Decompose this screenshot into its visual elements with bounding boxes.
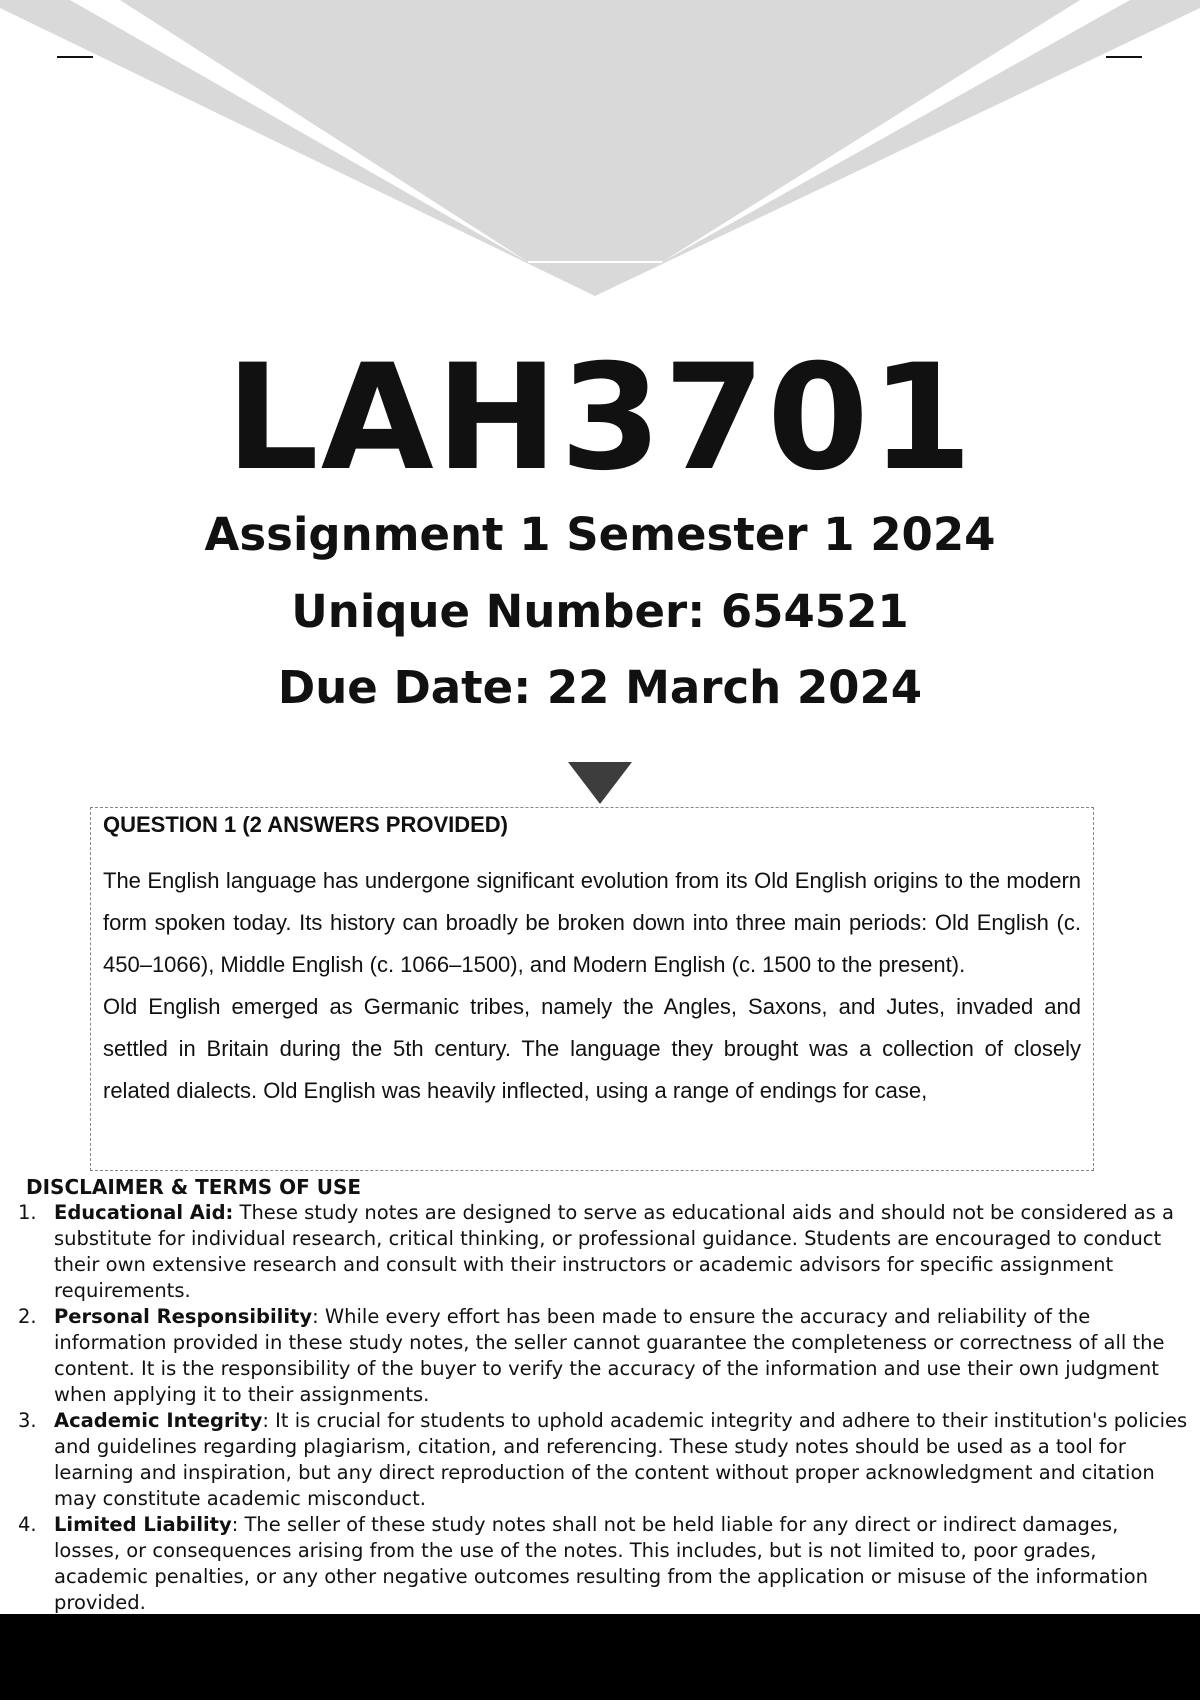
terms-list [18,1200,1188,1616]
question-title: QUESTION 1 (2 ANSWERS PROVIDED) [103,812,509,837]
term-number: 4. [18,1513,37,1536]
term-item [18,1304,1188,1408]
term-text: : While every effort has been made to ensure the accuracy and reliability of the information provided in these study notes, the seller cannot guarantee the completeness or correctness of all the content. It is the responsibility of the buyer to verify the accuracy of the information and use their own judgment when applying it to their assignments. [54,1305,1165,1406]
question-preview-box [90,807,1094,1171]
term-heading: Academic Integrity [54,1409,263,1432]
header-chevron-graphic [0,0,1200,300]
term-text: : The seller of these study notes shall not be held liable for any direct or indirect damages, losses, or consequences arising from the use of the notes. This includes, but is not limited to, poor grades, academic penalties, or any other negative outcomes resulting from the application or misuse of the information provided. [54,1513,1149,1614]
footer-bar [0,1614,1200,1700]
term-text: These study notes are designed to serve as educational aids and should not be considered as a substitute for individual research, critical thinking, or professional guidance. Students are encouraged to conduct their own extensive research and consult with their instructors or academic advisors for specific assignment requirements. [54,1201,1174,1302]
term-heading: Educational Aid: [54,1201,234,1224]
term-item [18,1408,1188,1512]
term-number: 1. [18,1201,37,1224]
disclaimer-section [18,1174,1188,1616]
corner-mark-right [1106,56,1142,58]
question-paragraph: The English language has undergone significant evolution from its Old English origins to the modern form spoken today. Its history can broadly be broken down into three main periods: Old English (c. 450–1066), Middle English (c. 1066–1500), and Modern English (c. 1500 to the present). [103,868,1081,977]
unique-number: Unique Number: 654521 [291,585,909,638]
term-heading: Personal Responsibility [54,1305,313,1328]
term-heading: Limited Liability [54,1513,232,1536]
course-code-title: LAH3701 [225,333,975,503]
term-item [18,1200,1188,1304]
assignment-subtitle: Assignment 1 Semester 1 2024 [204,508,996,561]
corner-mark-left [57,56,93,58]
term-number: 3. [18,1409,37,1432]
disclaimer-title: DISCLAIMER & TERMS OF USE [26,1175,362,1199]
term-text: : It is crucial for students to uphold academic integrity and adhere to their institution's policies and guidelines regarding plagiarism, citation, and referencing. These study notes should be used as a tool for learning and inspiration, but any direct reproduction of the content without proper acknowledgment and citation may constitute academic misconduct. [54,1409,1188,1510]
term-item [18,1512,1188,1616]
down-triangle-icon [568,762,632,804]
question-paragraph: Old English emerged as Germanic tribes, namely the Angles, Saxons, and Jutes, invaded and settled in Britain during the 5th century. The language they brought was a collection of closely related dialects. Old English was heavily inflected, using a range of endings for case, [103,994,1081,1103]
due-date: Due Date: 22 March 2024 [277,661,923,714]
term-number: 2. [18,1305,37,1328]
